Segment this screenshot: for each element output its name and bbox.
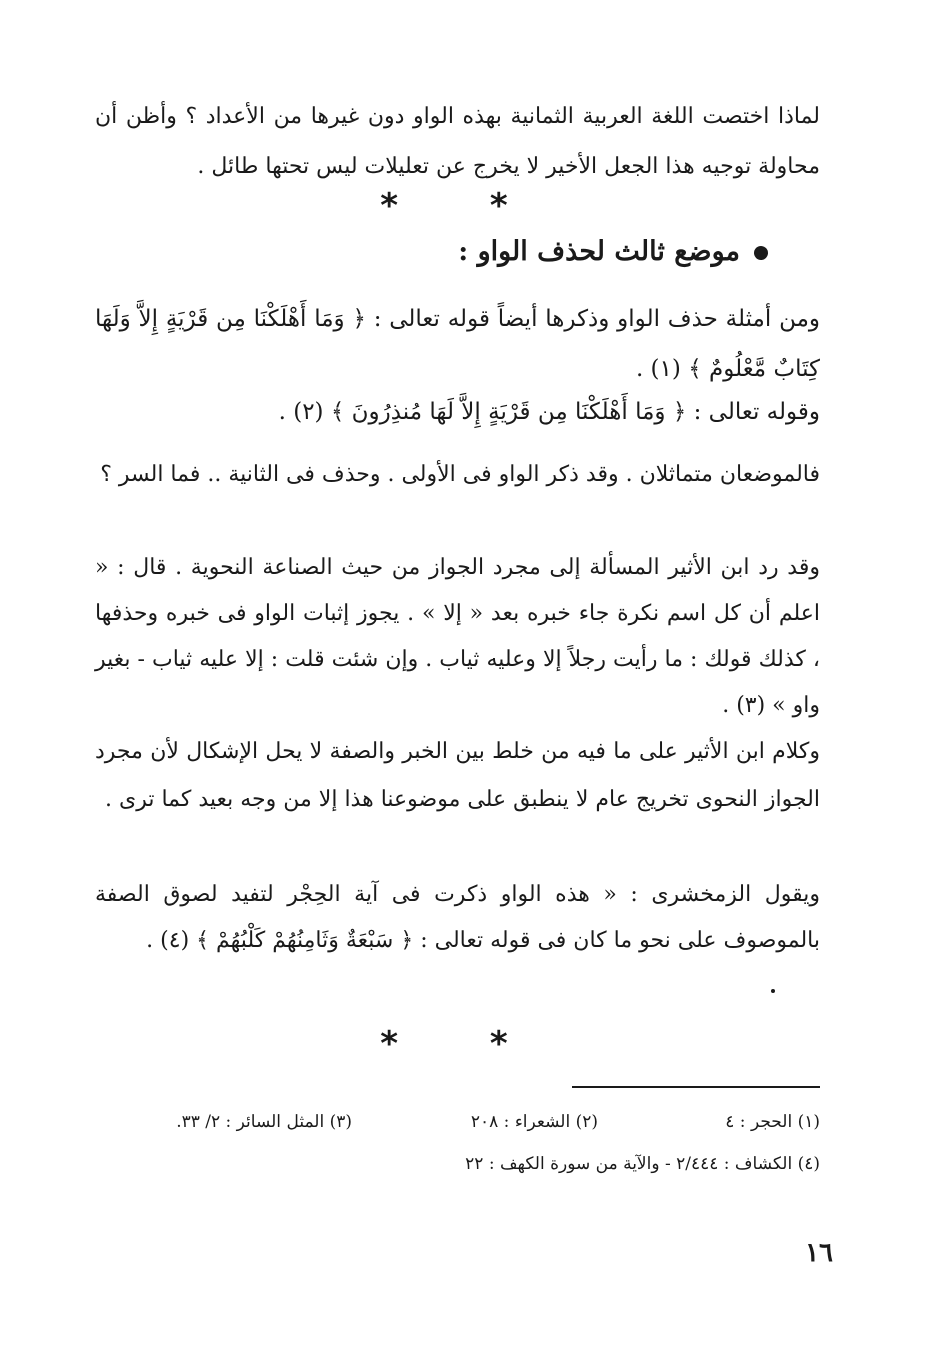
bullet-icon <box>754 246 768 260</box>
paragraph-6: وكلام ابن الأثير على ما فيه من خلط بين الخبر والصفة لا يحل الإشكال لأن مجرد الجواز النحوى تخريج عام لا ينطبق على موضوعنا هذا إلا من وجه بعيد كما ترى . <box>95 739 820 812</box>
footnote-rule <box>572 1086 820 1088</box>
footnote-1: (١) الحجر : ٤ <box>725 1112 820 1132</box>
paragraph-4: فالموضعان متماثلان . وقد ذكر الواو فى الأولى . وحذف فى الثانية .. فما السر ؟ <box>100 462 820 487</box>
stray-dot <box>771 989 775 993</box>
footnote-4: (٤) الكشاف : ٢/٤٤٤ - والآية من سورة الكهف : ٢٢ <box>465 1154 820 1174</box>
paragraph-3: وقوله تعالى : ﴿ وَمَا أَهْلَكْنَا مِن قَرْيَةٍ إِلاَّ لَهَا مُنذِرُونَ ﴾ (٢) . <box>278 399 820 425</box>
paragraph-1: لماذا اختصت اللغة العربية الثمانية بهذه الواو دون غيرها من الأعداد ؟ وأظن أن محاولة توجيه هذا الجعل الأخير لا يخرج عن تعليلات ليس تحتها طائل . <box>95 104 821 179</box>
paragraph-7: ويقول الزمخشرى : « هذه الواو ذكرت فى آية الحِجْر لتفيد لصوق الصفة بالموصوف على نحو ما كان فى قوله تعالى : ﴿ سَبْعَةٌ وَثَامِنُهُمْ كَلْبُهُمْ ﴾ (٤) . <box>95 882 820 953</box>
footnote-3: (٣) المثل السائر : ٢/ ٣٣. <box>176 1112 352 1132</box>
section-heading <box>458 236 768 267</box>
footnote-2: (٢) الشعراء : ٢٠٨ <box>470 1112 598 1132</box>
section-separator-bottom: * * <box>380 1024 548 1064</box>
paragraph-2: ومن أمثلة حذف الواو وذكرها أيضاً قوله تعالى : ﴿ وَمَا أَهْلَكْنَا مِن قَرْيَةٍ إِلاَّ وَلَهَا كِتَابٌ مَّعْلُومٌ ﴾ (١) . <box>95 306 820 382</box>
section-separator-top: * * <box>380 186 548 226</box>
page-number: ١٦ <box>805 1238 833 1268</box>
paragraph-5: وقد رد ابن الأثير المسألة إلى مجرد الجواز من حيث الصناعة النحوية . قال : « اعلم أن كل اسم نكرة جاء خبره بعد « إلا » . يجوز إثبات الواو فى خبره وحذفها ، كذلك قولك : ما رأيت رجلاً إلا وعليه ثياب . وإن شئت قلت : إلا عليه ثياب - بغير واو » (٣) . <box>95 555 820 718</box>
section-heading-text: موضع ثالث لحذف الواو : <box>458 236 740 267</box>
